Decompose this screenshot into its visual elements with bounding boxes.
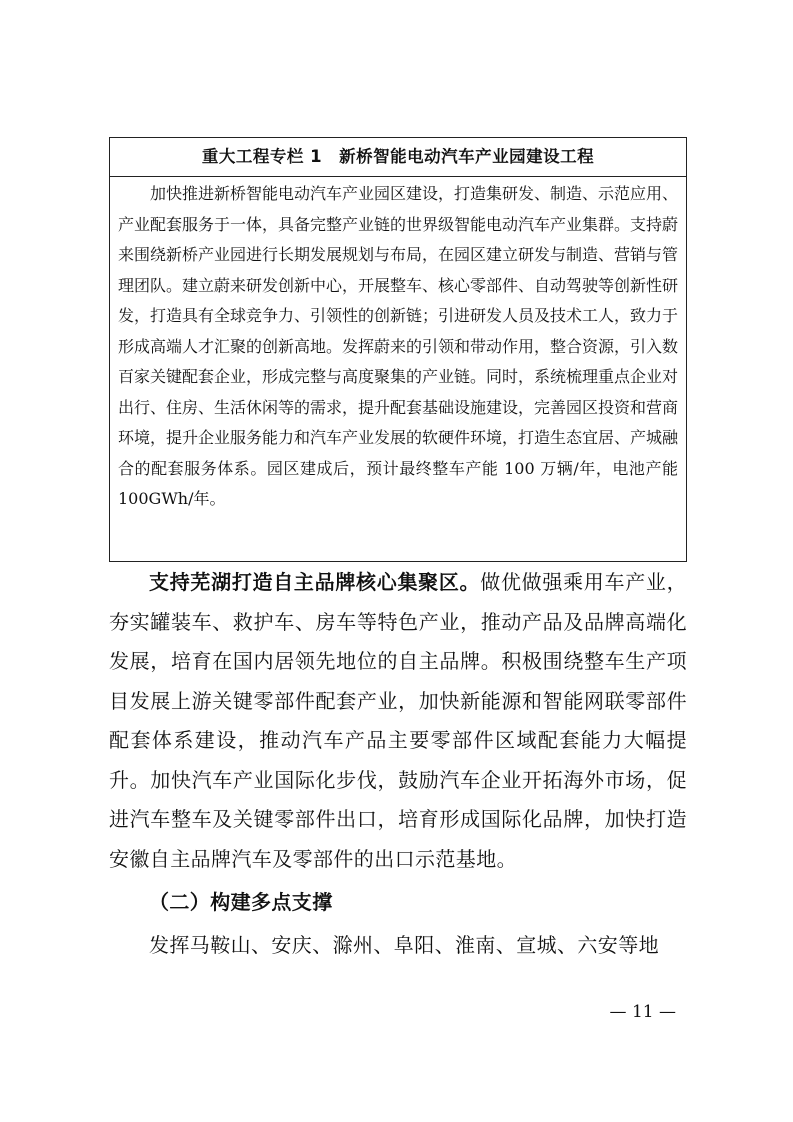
special-column-box <box>109 137 687 562</box>
section-heading <box>109 882 687 922</box>
continuation-paragraph: 发挥马鞍山、安庆、滁州、阜阳、淮南、宣城、六安等地 <box>149 933 659 957</box>
paragraph-lead: 支持芜湖打造自主品牌核心集聚区。 <box>149 570 481 594</box>
section-heading-text: （二）构建多点支撑 <box>149 890 333 914</box>
page-number: — 11 — <box>609 1002 676 1022</box>
special-column-title: 重大工程专栏 1 新桥智能电动汽车产业园建设工程 <box>110 138 686 177</box>
body-paragraph <box>109 563 687 879</box>
special-column-body: 加快推进新桥智能电动汽车产业园区建设，打造集研发、制造、示范应用、产业配套服务于一体，具备完整产业链的世界级智能电动汽车产业集群。支持蔚来围绕新桥产业园进行长期发展规划与布局，在园区建立研发与制造、营销与管理团队。建立蔚来研发创新中心，开展整车、核心零部件、自动驾驶等创新性研发，打造具有全球竞争力、引领性的创新链；引进研发人员及技术工人，致力于形成高端人才汇聚的创新高地。发挥蔚来的引领和带动作用，整合资源，引入数百家关键配套企业，形成完整与高度聚集的产业链。同时，系统梳理重点企业对出行、住房、生活休闲等的需求，提升配套基础设施建设，完善园区投资和营商环境，提升企业服务能力和汽车产业发展的软硬件环境，打造生态宜居、产城融合的配套服务体系。园区建成后，预计最终整车产能 100 万辆/年，电池产能 100GWh/年。 <box>118 184 679 508</box>
paragraph-text: 做优做强乘用车产业，夯实罐装车、救护车、房车等特色产业，推动产品及品牌高端化发展，培育在国内居领先地位的自主品牌。积极围绕整车生产项目发展上游关键零部件配套产业，加快新能源和智能网联零部件配套体系建设，推动汽车产品主要零部件区域配套能力大幅提升。加快汽车产业国际化步伐，鼓励汽车企业开拓海外市场，促进汽车整车及关键零部件出口，培育形成国际化品牌，加快打造安徽自主品牌汽车及零部件的出口示范基地。 <box>109 570 687 871</box>
